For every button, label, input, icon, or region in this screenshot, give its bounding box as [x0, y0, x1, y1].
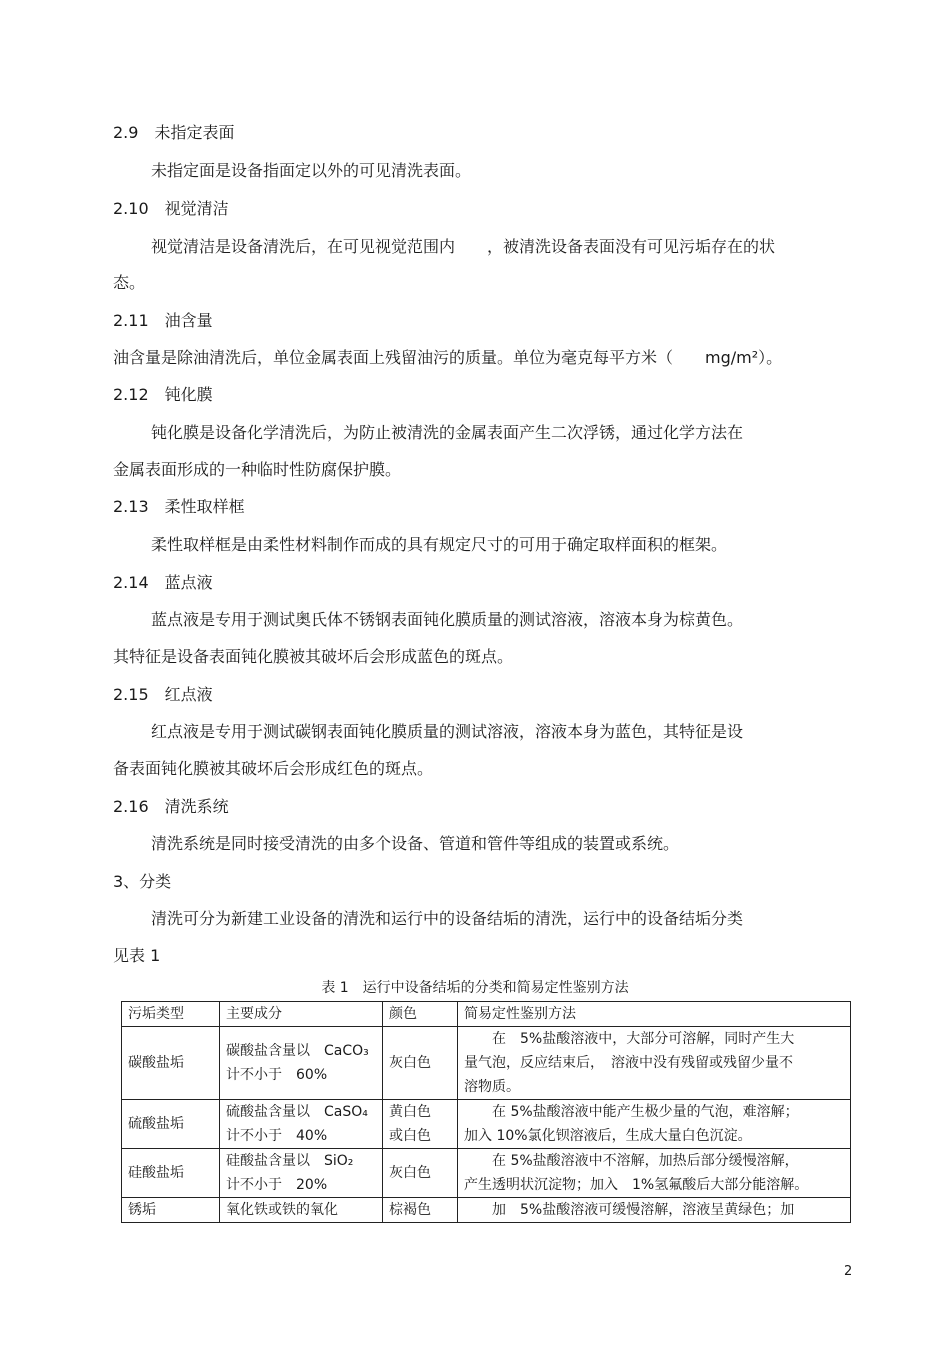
- line-2-14-body-2: 其特征是设备表面钝化膜被其破坏后会形成蓝色的斑点。: [113, 647, 514, 666]
- line-2-10-body-1: 视觉清洁是设备清洗后，在可见视觉范围内 ，被清洗设备表面没有可见污垢存在的状: [151, 237, 776, 256]
- cell-line: 在 5%盐酸溶液中能产生极少量的气泡，难溶解；: [464, 1104, 799, 1120]
- cell-line: 棕褐色: [389, 1202, 431, 1218]
- table-header-row: [122, 1002, 851, 1027]
- cell-line: 灰白色: [389, 1165, 431, 1181]
- line-2-12-heading: 2.12 钝化膜: [113, 385, 213, 404]
- table-row: [122, 1100, 851, 1149]
- line-3-heading: 3、分类: [113, 872, 172, 891]
- line-2-15-heading: 2.15 红点液: [113, 685, 213, 704]
- header-scale-type: 污垢类型: [122, 1002, 220, 1027]
- cell-line: 加 5%盐酸溶液可缓慢溶解，溶液呈黄绿色；加: [464, 1202, 795, 1218]
- cell-method: [458, 1198, 851, 1223]
- line-2-13-heading: 2.13 柔性取样框: [113, 497, 245, 516]
- cell-color: [383, 1198, 458, 1223]
- cell-line: 产生透明状沉淀物；加入 1%氢氟酸后大部分能溶解。: [464, 1177, 809, 1193]
- cell-color: [383, 1027, 458, 1100]
- cell-line: 溶物质。: [464, 1079, 520, 1095]
- header-identification-method: 简易定性鉴别方法: [458, 1002, 851, 1027]
- line-2-9-body: 未指定面是设备指面定以外的可见清洗表面。: [151, 161, 472, 180]
- cell-line: 或白色: [389, 1128, 431, 1144]
- cell-line: 在 5%盐酸溶液中不溶解，加热后部分缓慢溶解，: [464, 1153, 799, 1169]
- line-2-14-body-1: 蓝点液是专用于测试奥氏体不锈钢表面钝化膜质量的测试溶液，溶液本身为棕黄色。: [151, 610, 744, 629]
- line-2-11-body: 油含量是除油清洗后，单位金属表面上残留油污的质量。单位为毫克每平方米（ mg/m²）。: [113, 348, 783, 367]
- line-2-16-heading: 2.16 清洗系统: [113, 797, 229, 816]
- cell-line: 计不小于 60%: [226, 1067, 328, 1083]
- line-2-12-body-1: 钝化膜是设备化学清洗后，为防止被清洗的金属表面产生二次浮锈，通过化学方法在: [151, 423, 744, 442]
- line-3-body-1: 清洗可分为新建工业设备的清洗和运行中的设备结垢的清洗，运行中的设备结垢分类: [151, 909, 744, 928]
- cell-line: 灰白色: [389, 1055, 431, 1071]
- cell-component: [220, 1100, 383, 1149]
- cell-component: [220, 1149, 383, 1198]
- cell-line: 碳酸盐含量以 CaCO₃: [226, 1043, 369, 1059]
- line-2-14-heading: 2.14 蓝点液: [113, 573, 213, 592]
- table-row: [122, 1198, 851, 1223]
- cell-color: [383, 1149, 458, 1198]
- line-2-12-body-2: 金属表面形成的一种临时性防腐保护膜。: [113, 460, 402, 479]
- cell-line: 黄白色: [389, 1104, 431, 1120]
- line-2-16-body: 清洗系统是同时接受清洗的由多个设备、管道和管件等组成的装置或系统。: [151, 834, 680, 853]
- table-row: [122, 1149, 851, 1198]
- line-2-13-body: 柔性取样框是由柔性材料制作而成的具有规定尺寸的可用于确定取样面积的框架。: [151, 535, 728, 554]
- cell-line: 加入 10%氯化钡溶液后，生成大量白色沉淀。: [464, 1128, 752, 1144]
- line-2-11-heading: 2.11 油含量: [113, 311, 213, 330]
- scale-classification-table: [121, 1001, 851, 1223]
- cell-scale-type: 碳酸盐垢: [122, 1027, 220, 1100]
- cell-line: 在 5%盐酸溶液中，大部分可溶解，同时产生大: [464, 1031, 795, 1047]
- cell-scale-type: 硫酸盐垢: [122, 1100, 220, 1149]
- cell-method: [458, 1100, 851, 1149]
- cell-component: [220, 1027, 383, 1100]
- table-caption: 表 1 运行中设备结垢的分类和简易定性鉴别方法: [321, 980, 629, 996]
- cell-scale-type: 锈垢: [122, 1198, 220, 1223]
- cell-method: [458, 1027, 851, 1100]
- cell-line: 计不小于 20%: [226, 1177, 328, 1193]
- cell-color: [383, 1100, 458, 1149]
- line-2-10-heading: 2.10 视觉清洁: [113, 199, 229, 218]
- cell-line: 氧化铁或铁的氧化: [226, 1202, 338, 1218]
- header-color: 颜色: [383, 1002, 458, 1027]
- line-2-9-heading: 2.9 未指定表面: [113, 123, 235, 142]
- cell-line: 量气泡，反应结束后， 溶液中没有残留或残留少量不: [464, 1055, 793, 1071]
- line-3-body-2: 见表 1: [113, 946, 161, 965]
- table-row: [122, 1027, 851, 1100]
- cell-line: 计不小于 40%: [226, 1128, 328, 1144]
- cell-component: [220, 1198, 383, 1223]
- line-2-10-body-2: 态。: [113, 273, 146, 292]
- cell-line: 硅酸盐含量以 SiO₂: [226, 1153, 354, 1169]
- header-main-component: 主要成分: [220, 1002, 383, 1027]
- line-2-15-body-2: 备表面钝化膜被其破坏后会形成红色的斑点。: [113, 759, 434, 778]
- cell-scale-type: 硅酸盐垢: [122, 1149, 220, 1198]
- line-2-15-body-1: 红点液是专用于测试碳钢表面钝化膜质量的测试溶液，溶液本身为蓝色，其特征是设: [151, 722, 744, 741]
- cell-method: [458, 1149, 851, 1198]
- page-number: 2: [844, 1264, 853, 1279]
- cell-line: 硫酸盐含量以 CaSO₄: [226, 1104, 368, 1120]
